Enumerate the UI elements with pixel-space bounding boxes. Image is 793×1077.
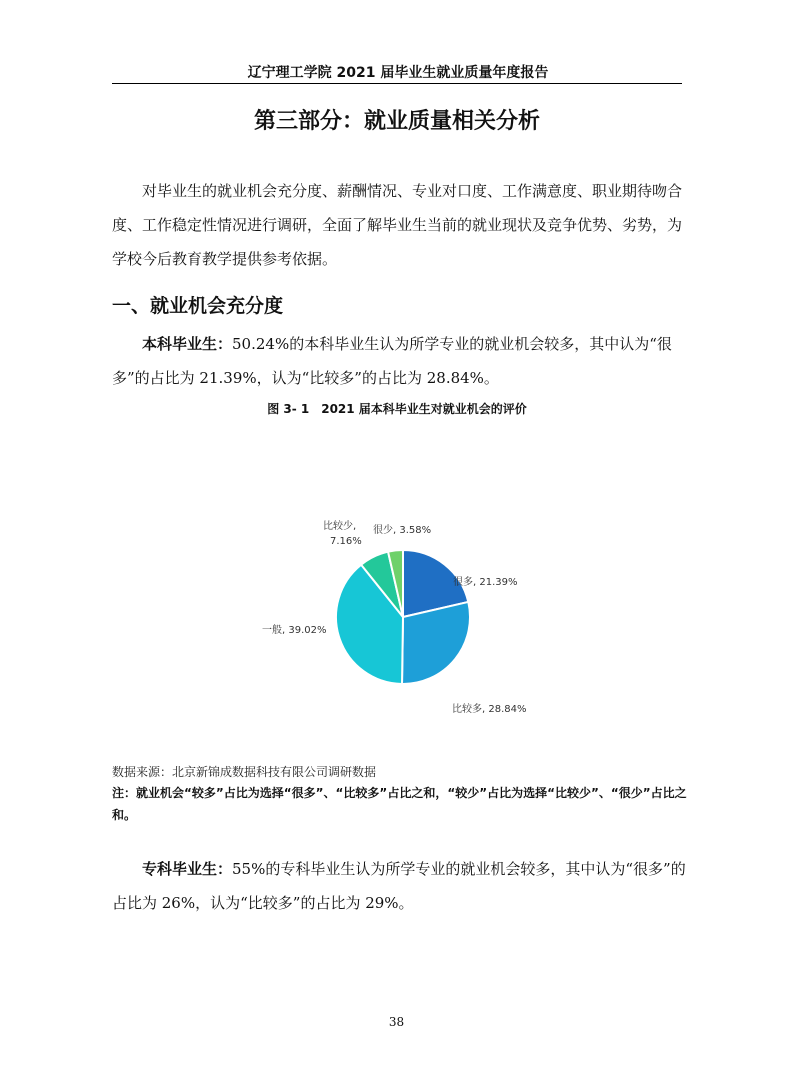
section-title: 一、就业机会充分度: [112, 295, 284, 317]
chart-note: 注：就业机会“较多”占比为选择“很多”、“比较多”占比之和，“较少”占比为选择“比较少”、“很少”占比之和。: [112, 786, 687, 822]
data-source: 数据来源：北京新锦成数据科技有限公司调研数据: [112, 765, 377, 779]
intro-paragraph: 对毕业生的就业机会充分度、薪酬情况、专业对口度、工作满意度、职业期待吻合度、工作稳定性情况进行调研，全面了解毕业生当前的就业现状及竞争优势、劣势，为学校今后教育教学提供参考依据。: [112, 182, 683, 268]
pie-slice-比较多: [402, 602, 470, 684]
pie-label-很少: 很少, 3.58%: [373, 525, 432, 536]
undergrad-text: 50.24%的本科毕业生认为所学专业的就业机会较多，其中认为“很多”的占比为 21.39%，认为“比较多”的占比为 28.84%。: [112, 335, 672, 387]
college-paragraph: [112, 852, 690, 920]
undergrad-lead: 本科毕业生：: [142, 335, 233, 353]
pie-label-比较多: 比较多, 28.84%: [452, 704, 527, 715]
undergrad-paragraph: [112, 327, 690, 395]
header-rule: [112, 83, 682, 84]
college-lead: 专科毕业生：: [142, 860, 233, 878]
figure-title: 图 3- 1 2021 届本科毕业生对就业机会的评价: [267, 402, 527, 416]
report-header: 辽宁理工学院 2021 届毕业生就业质量年度报告: [247, 65, 549, 81]
pie-label-很多: 很多, 21.39%: [453, 577, 518, 588]
college-text: 55%的专科毕业生认为所学专业的就业机会较多，其中认为“很多”的占比为 26%，认为“比较多”的占比为 29%。: [112, 860, 686, 912]
pie-chart: [240, 505, 560, 730]
page-number: 38: [388, 1015, 405, 1029]
pie-label-一般: 一般, 39.02%: [262, 625, 327, 636]
pie-label-比较少-value: 7.16%: [330, 536, 362, 547]
pie-label-比较少-name: 比较少,: [323, 521, 357, 532]
part-title: 第三部分：就业质量相关分析: [253, 109, 540, 134]
